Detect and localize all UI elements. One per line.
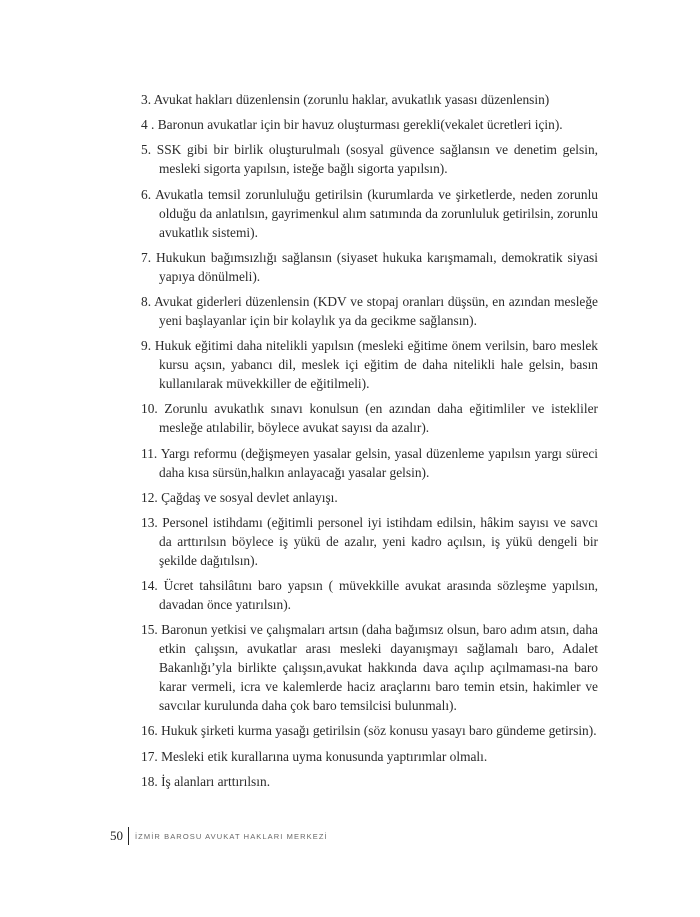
list-item: 7. Hukukun bağımsızlığı sağlansın (siyaset hukuka karışmamalı, demokratik siyasi yapıya dönülmeli).	[141, 249, 598, 284]
list-item: 4 . Baronun avukatlar için bir havuz oluşturması gerekli(vekalet ücretleri için).	[141, 117, 563, 133]
list-item: 12. Çağdaş ve sosyal devlet anlayışı.	[141, 489, 338, 505]
list-item: 14. Ücret tahsilâtını baro yapsın ( müvekkille avukat arasında sözleşme yapılsın, davadan önce yatırılsın).	[141, 578, 598, 613]
list-item: 8. Avukat giderleri düzenlensin (KDV ve stopaj oranları düşsün, en azından mesleğe yeni başlayanlar için bir kolaylık ya da gecikme sağlansın).	[141, 293, 598, 328]
list-item: 5. SSK gibi bir birlik oluşturulmalı (sosyal güvence sağlansın ve denetim gelsin, mesleki sigorta yapılsın, isteğe bağlı sigorta yapılsın).	[141, 142, 598, 177]
list-item: 11. Yargı reformu (değişmeyen yasalar gelsin, yasal düzenleme yapılsın yargı süreci daha kısa sürsün,halkın anlayacağı yasalar gelsin).	[141, 445, 598, 480]
list-item: 15. Baronun yetkisi ve çalışmaları artsın (daha bağımsız olsun, baro adım atsın, daha etkin çalışsın, avukatlar arası mesleki dayanışmayı sağlamalı baro, Adalet Bakanlığı’yla birlikte çalışsın,avukat hakkında dava açılıp açılmaması-na baro karar vermeli, icra ve kalemlerde haciz araçlarını baro temin etsin, hakimler ve savcılar kurulunda daha çok baro temsilcisi bulunmalı).	[141, 622, 598, 714]
demands-list	[141, 90, 598, 797]
footer-divider	[128, 827, 129, 845]
list-item: 6. Avukatla temsil zorunluluğu getirilsin (kurumlarda ve şirketlerde, neden zorunlu olduğu da anlatılsın, gayrimenkul alım satımında da zorunluluk getirilsin, zorunlu avukatlık sistemi).	[141, 186, 598, 240]
list-item: 18. İş alanları arttırılsın.	[141, 773, 271, 789]
list-item: 9. Hukuk eğitimi daha nitelikli yapılsın (mesleki eğitime önem verilsin, baro meslek kursu açsın, yabancı dil, meslek içi eğitim de daha nitelikli hale gelsin, basın kullanılarak müvekkiller de eğitilmeli).	[141, 338, 598, 392]
page-number: 50	[110, 828, 123, 843]
running-title: İZMİR BAROSU AVUKAT HAKLARI MERKEZİ	[135, 831, 328, 841]
list-item: 10. Zorunlu avukatlık sınavı konulsun (en azından daha eğitimliler ve istekliler mesleğe atılabilir, böylece avukat sayısı da azalır).	[141, 401, 598, 436]
list-item: 17. Mesleki etik kurallarına uyma konusunda yaptırımlar olmalı.	[141, 748, 488, 764]
list-item: 3. Avukat hakları düzenlensin (zorunlu haklar, avukatlık yasası düzenlensin)	[141, 92, 550, 107]
list-item: 16. Hukuk şirketi kurma yasağı getirilsin (söz konusu yasayı baro gündeme getirsin).	[141, 723, 597, 739]
list-item: 13. Personel istihdamı (eğitimli personel iyi istihdam edilsin, hâkim sayısı ve savcı da arttırılsın böylece iş yükü de azalır, yeni kadro açılsın, iş yükü dengeli bir şekilde dağıtılsın).	[141, 514, 598, 568]
page-footer	[110, 826, 328, 846]
